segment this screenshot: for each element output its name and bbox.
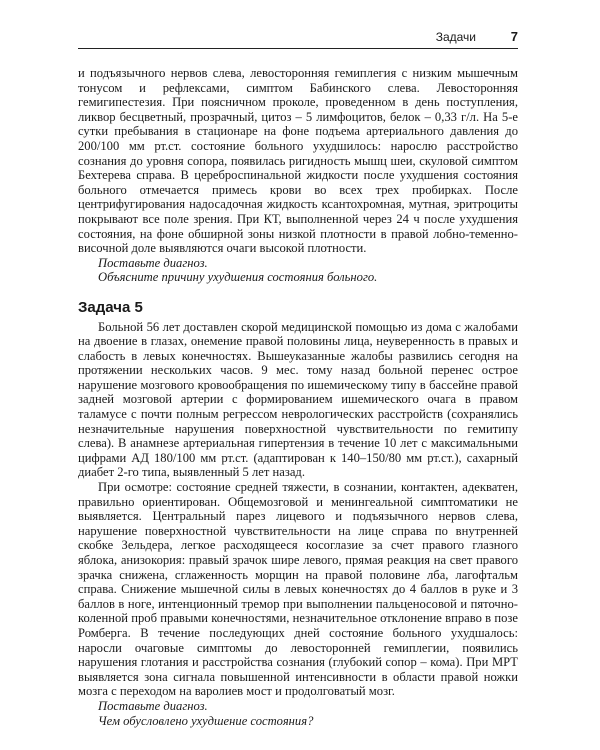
task5-question-diagnosis: Поставьте диагноз.: [98, 698, 208, 713]
task4-question-diagnosis: Поставьте диагноз.: [98, 255, 208, 270]
task5-paragraph-examination: При осмотре: состояние средней тяжести, в сознании, контактен, адекватен, правильно ориентирован. Общемозговой и менингеальной симптоматики не выявляется. Центральный парез лицевого и подъязычного нервов слева, нарушение поверхностной чувствительности на лице справа по внутренней скобке Зельдера, легкое расходящееся косоглазие за счет правого глазного яблока, анизокория: правый зрачок шире левого, прямая реакция на свет правого зрачка снижена, сглаженность морщин на правой половине лба, лагофтальм справа. Снижение мышечной силы в левых конечностях до 4 баллов в руке и 3 баллов в ноге, интенционный тремор при выполнении пальценосовой и пяточно-коленной проб правыми конечностями, незначительное отклонение вправо в позе Ромберга. В течение последующих дней состояние больного ухудшалось: наросли очаговые симптомы до левосторонней гемиплегии, появились нарушения глотания и расстройства сознания (глубокий сопор – кома). При МРТ выявляется зона сигнала повышенной интенсивности в области правой ножки мозга с переходом на варолиев мост и продолговатый мозг.: [78, 480, 518, 699]
page-body: [78, 66, 518, 728]
running-header: [78, 28, 518, 49]
task4-continuation-paragraph: и подъязычного нервов слева, левосторонняя гемиплегия с низким мышечным тонусом и рефлексами, симптом Бабинского слева. Левосторонняя гемигипестезия. При поясничном проколе, проведенном в день поступления, ликвор бесцветный, прозрачный, цитоз – 5 лимфоцитов, белок – 0,33 г/л. На 5-е сутки пребывания в стационаре на фоне подъема артериального давления до 200/100 мм рт.ст. состояние больного ухудшилось: нарослю расстройство сознания до уровня сопора, появилась ригидность мышц шеи, скуловой симптом Бехтерева справа. В цереброспинальной жидкости после ухудшения состояния больного отмечается примесь крови во всех трех пробирках. После центрифугирования надосадочная жидкость ксантохромная, мутная, эритроциты покрывают все поле зрения. При КТ, выполненной через 24 ч после ухудшения состояния, на фоне обширной зоны низкой плотности в правой лобно-теменно-височной доле выявляются очаги высокой плотности.: [78, 66, 518, 256]
page-number: 7: [510, 29, 518, 44]
section-title: Задачи: [435, 30, 476, 44]
task5-paragraph-history: Больной 56 лет доставлен скорой медицинской помощью из дома с жалобами на двоение в глазах, онемение правой половины лица, неуверенность в правых и слабость в левых конечностях. Вышеуказанные жалобы развились сегодня на протяжении нескольких часов. 9 мес. тому назад больной перенес острое нарушение мозгового кровообращения по ишемическому типу в бассейне правой задней мозговой артерии с формированием ишемического очага в правом таламусе с почти полным регрессом неврологических расстройств (сохранялись незначительные нарушения поверхностной чувствительности по гемитипу слева). В анамнезе артериальная гипертензия в течение 10 лет с максимальными цифрами АД 180/100 мм рт.ст. (адаптирован к 140–150/80 мм рт.ст.), сахарный диабет 2-го типа, выявленный 5 лет назад.: [78, 319, 518, 480]
task5-question-cause: Чем обусловлено ухудшение состояния?: [98, 713, 314, 728]
task4-question-cause: Объясните причину ухудшения состояния больного.: [98, 270, 378, 285]
task5-title: Задача 5: [78, 298, 143, 316]
